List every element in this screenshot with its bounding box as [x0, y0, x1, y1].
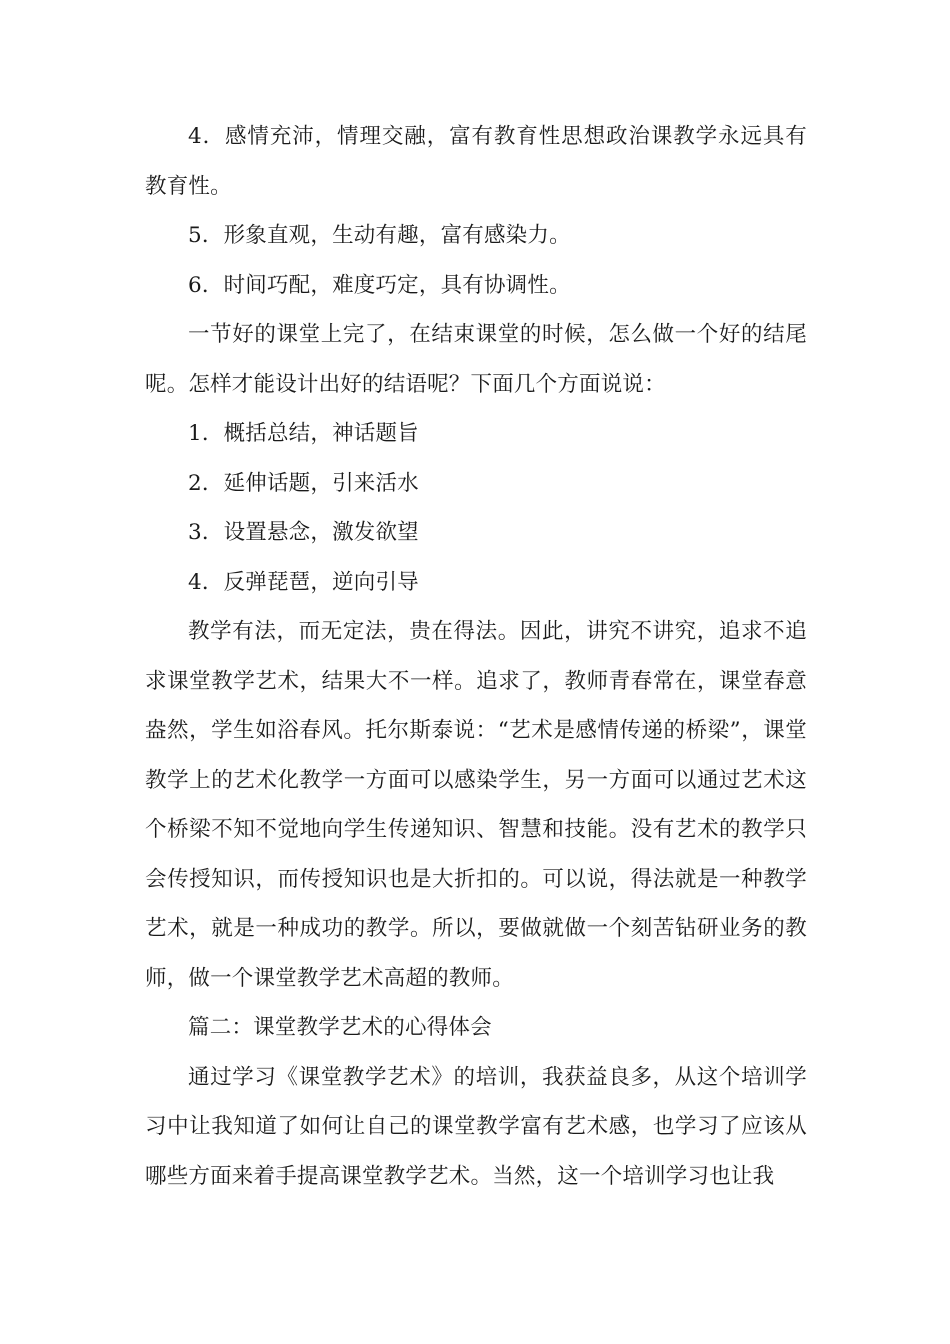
paragraph-point-4-emotion: 4．感情充沛，情理交融，富有教育性思想政治课教学永远具有教育性。: [145, 124, 807, 199]
paragraph-point-6-timing: 6．时间巧配，难度巧定，具有协调性。: [188, 272, 571, 298]
paragraph-ending-point-2: 2．延伸话题，引来活水: [188, 470, 419, 496]
paragraph-training-reflection: 通过学习《课堂教学艺术》的培训，我获益良多，从这个培训学习中让我知道了如何让自己的课堂教学富有艺术感，也学习了应该从哪些方面来着手提高课堂教学艺术。当然，这一个培训学习也让我: [145, 1064, 807, 1189]
paragraph-ending-point-4: 4．反弹琵琶，逆向引导: [188, 569, 419, 595]
paragraph-ending-point-1: 1．概括总结，神话题旨: [188, 421, 419, 446]
paragraph-point-5-vivid: 5．形象直观，生动有趣，富有感染力。: [188, 223, 571, 248]
paragraph-teaching-method: 教学有法，而无定法，贵在得法。因此，讲究不讲究，追求不追求课堂教学艺术，结果大不一样。追求了，教师青春常在，课堂春意盎然，学生如浴春风。托尔斯泰说：“艺术是感情传递的桥梁”，课堂教学上的艺术化教学一方面可以感染学生，另一方面可以通过艺术这个桥梁不知不觉地向学生传递知识、智慧和技能。没有艺术的教学只会传授知识，而传授知识也是大折扣的。可以说，得法就是一种教学艺术，就是一种成功的教学。所以，要做就做一个刻苦钻研业务的教师，做一个课堂教学艺术高超的教师。: [145, 619, 807, 991]
paragraph-ending-intro: 一节好的课堂上完了，在结束课堂的时候，怎么做一个好的结尾呢。怎样才能设计出好的结语呢？下面几个方面说说：: [145, 322, 807, 397]
paragraph-ending-point-3: 3．设置悬念，激发欲望: [188, 520, 419, 545]
section-heading-part-2: 篇二：课堂教学艺术的心得体会: [188, 1015, 492, 1040]
document-body: [145, 112, 807, 1201]
